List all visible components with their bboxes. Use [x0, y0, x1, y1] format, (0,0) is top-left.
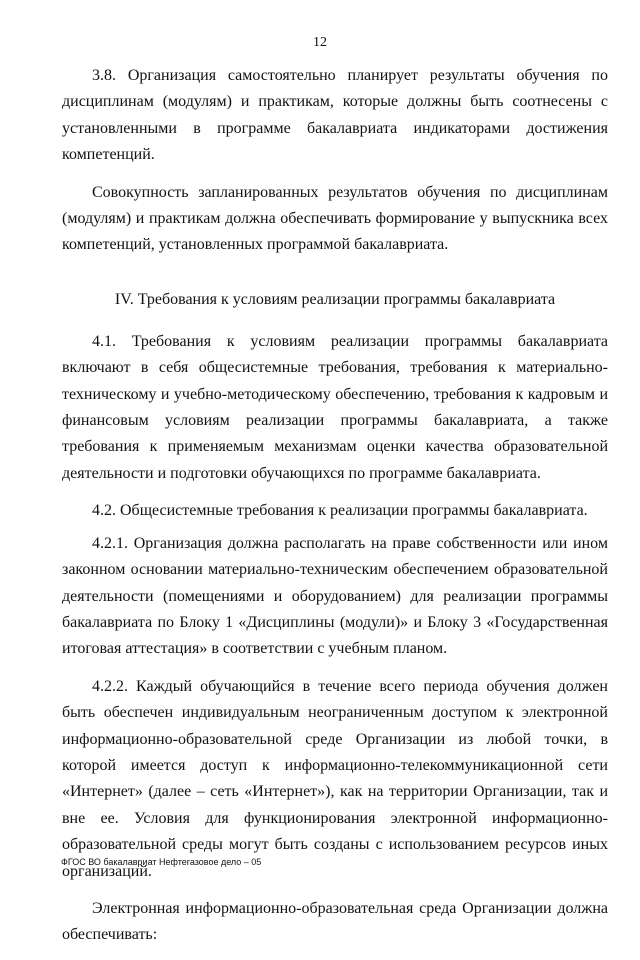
paragraph-eios: Электронная информационно-образовательная среда Организации должна обеспечивать: — [62, 899, 608, 944]
paragraph-3-8: 3.8. Организация самостоятельно планирует результаты обучения по дисциплинам (модулям) и практикам, которые должны быть соотнесены с установленными в программе бакалавриата индикаторами достижения компетенций. — [62, 67, 608, 164]
page-number: 12 — [313, 35, 327, 50]
page-footer: ФГОС ВО бакалавриат Нефтегазовое дело – 05 — [61, 857, 262, 867]
paragraph-4-1: 4.1. Требования к условиям реализации программы бакалавриата включают в себя общесистемные требования, требования к материально-техническому и учебно-методическому обеспечению, требования к кадровым и финансовым условиям реализации программы бакалавриата, а также требования к применяемым механизмам оценки качества образовательной деятельности и подготовки обучающихся по программе бакалавриата. — [62, 332, 608, 482]
section-heading: IV. Требования к условиям реализации программы бакалавриата — [114, 290, 556, 308]
paragraph-4-2-1: 4.2.1. Организация должна располагать на праве собственности или ином законном основании материально-техническим обеспечением образовательной деятельности (помещениями и оборудованием) для реализации программы бакалавриата по Блоку 1 «Дисциплины (модули)» и Блоку 3 «Государственная итоговая аттестация» в соответствии с учебным планом. — [62, 534, 608, 658]
paragraph-4-2-2: 4.2.2. Каждый обучающийся в течение всего периода обучения должен быть обеспечен индивидуальным неограниченным доступом к электронной информационно-образовательной среде Организации из любой точки, в которой имеется доступ к информационно-телекоммуникационной сети «Интернет» (далее – сеть «Интернет»), как на территории Организации, так и вне ее. Условия для функционирования электронной информационно-образовательной среды могут быть созданы с использованием ресурсов иных организаций. — [62, 677, 608, 880]
document-body — [62, 63, 608, 960]
paragraph-4-2: 4.2. Общесистемные требования к реализации программы бакалавриата. — [92, 502, 588, 520]
paragraph-planned-results: Совокупность запланированных результатов обучения по дисциплинам (модулям) и практикам должна обеспечивать формирование у выпускника всех компетенций, установленных программой бакалавриата. — [62, 183, 608, 254]
